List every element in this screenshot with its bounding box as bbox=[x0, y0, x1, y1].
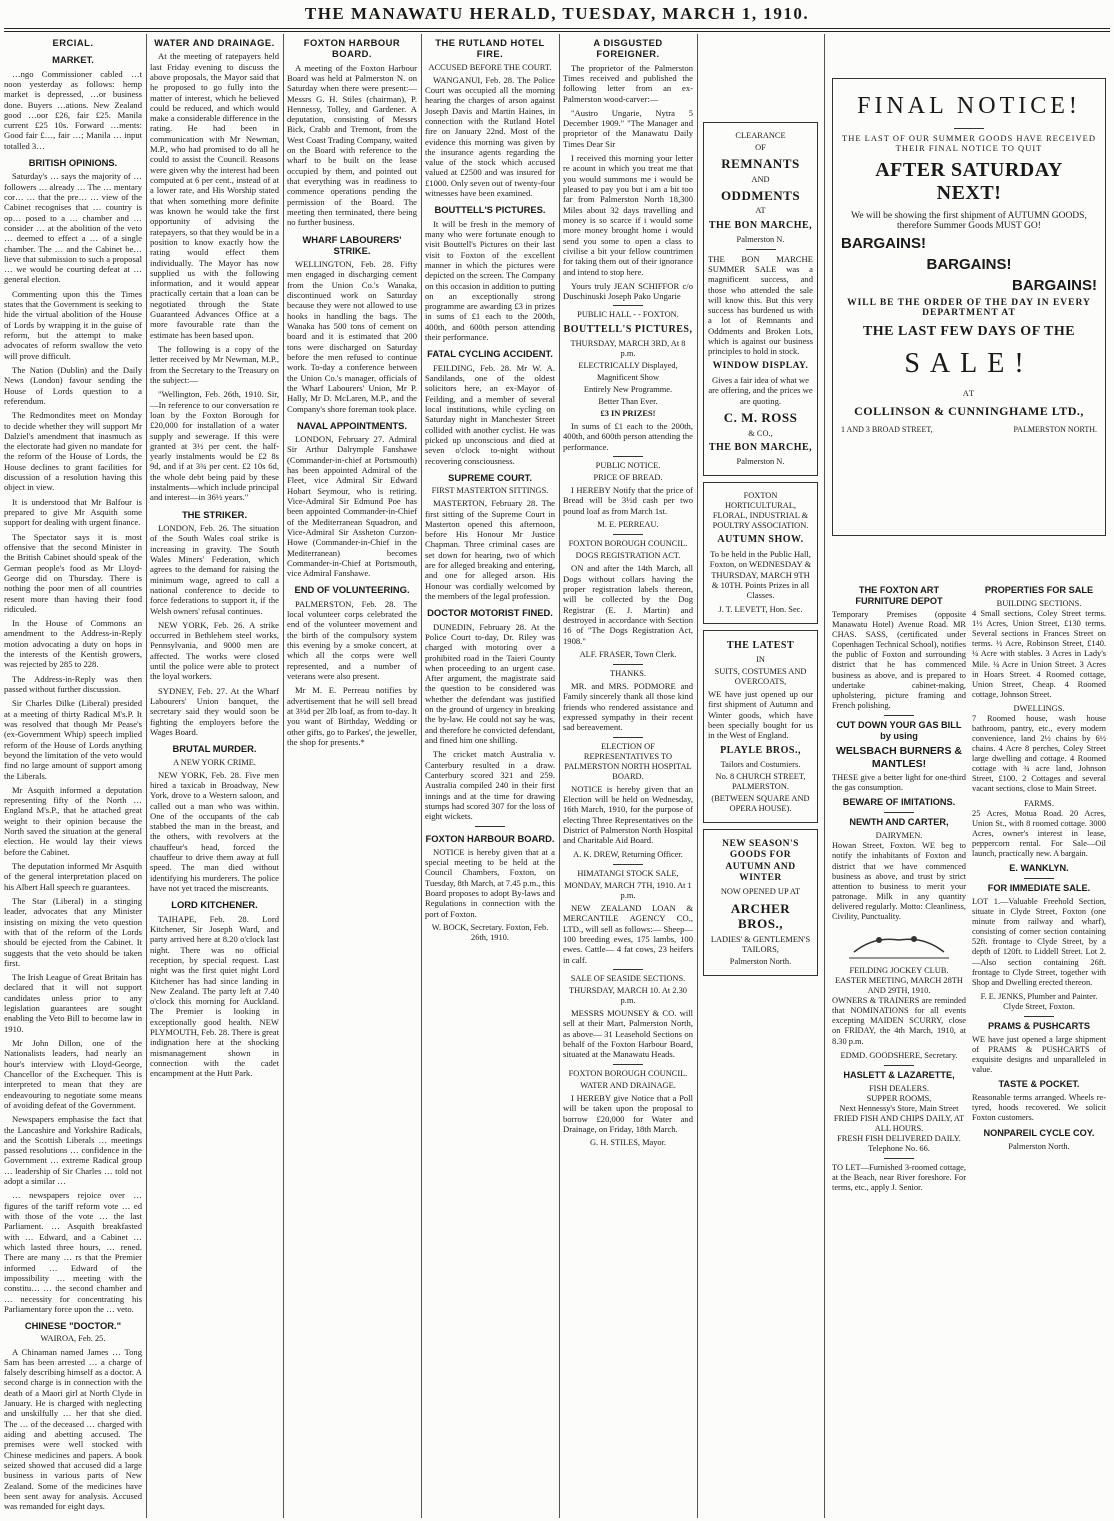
cycling-heading: FATAL CYCLING ACCIDENT. bbox=[427, 348, 553, 360]
separator bbox=[884, 1065, 914, 1066]
latest-ad bbox=[703, 630, 818, 823]
masthead-rule-2 bbox=[4, 31, 1110, 32]
market-heading: MARKET. bbox=[52, 54, 94, 66]
section-heading: ERCIAL. bbox=[52, 37, 94, 48]
column-1 bbox=[4, 34, 142, 1518]
column-3 bbox=[287, 34, 417, 1518]
water-para: The following is a copy of the letter received by Mr Newman, M.P., from the Secretary to the Treasury on the subject:— bbox=[150, 344, 279, 385]
column-divider bbox=[283, 34, 284, 1518]
pub-line: ELECTRICALLY Displayed, bbox=[578, 360, 678, 370]
beware-heading: BEWARE OF IMITATIONS. bbox=[842, 797, 956, 808]
art-heading: THE FOXTON ART FURNITURE DEPOT bbox=[855, 585, 943, 607]
latest-label: THE LATEST bbox=[726, 639, 795, 651]
playle-between: (BETWEEN SQUARE AND OPERA HOUSE). bbox=[711, 793, 810, 813]
market-text: …ngo Commissioner cabled …t noon yesterday as follows: hemp market is depressed, …or business done. Buyers …ations. New Zealand good …oor £26, fair £25. Manila current £25 10s. Forward …ments: Good fair £…, fair …; Manila … input totalled 3… bbox=[4, 68, 142, 151]
autumn-show: AUTUMN SHOW. bbox=[717, 534, 804, 546]
column-divider bbox=[146, 34, 147, 1518]
british-para: It is understood that Mr Balfour is prepared to give Mr Asquith some support for dealing with urgent finance. bbox=[4, 496, 142, 528]
british-para: Mr Asquith informed a deputation representing fifty of the North … England M's.P., that he attached great weight to their opinion because the North saved the situation at the general election. He would lay their views before the Cabinet. bbox=[4, 784, 142, 857]
british-para: Saturday's … says the majority of … followers … already … The … mentary cor… … that the pre… … view of the Cabinet recognises that … country is op… posed to a … chamber and … consider … at the abolition of the veto … deemed to effect a … of a single chamber. The … and the Cabinet be… lieve that submission to such a proposal … we would be courting defeat at … general election. bbox=[4, 171, 142, 285]
shipment-text: We will be showing the first shipment of AUTUMN GOODS, therefore Summer Goods MUST GO! bbox=[851, 211, 1087, 231]
dwellings-heading: DWELLINGS. bbox=[1013, 703, 1065, 713]
stock-heading: HIMATANGI STOCK SALE, bbox=[577, 868, 679, 878]
seaside-text: MESSRS MOUNSEY & CO. will sell at their Mart, Palmerston North, as above— 31 Leasehold Sections on behalf of the Foxton Harbour Board, situated at the Manawatu Heads. bbox=[563, 1008, 693, 1060]
dogs-sub: DOGS REGISTRATION ACT. bbox=[575, 551, 681, 561]
final-notice-ad bbox=[832, 78, 1106, 536]
brutal-text: NEW YORK, Feb. 28. Five men hired a taxicab in Broadway, New York, drove to a Western saloon, and called out a man who was within. One of the occupants of the cab stabbed the man in the breast, and the others, with revolvers at the chauffeur's head, forced the chauffeur to drive them away at full speed. The man died without identifying his murderers. The police have not yet traced the miscreants. bbox=[150, 769, 279, 894]
rutland-sub: ACCUSED BEFORE THE COURT. bbox=[428, 62, 552, 72]
fresh-fish: FRESH FISH DELIVERED DAILY. bbox=[837, 1134, 961, 1144]
supreme-text: MASTERTON, February 28. The first sitting of the Supreme Court in Masterton opened this afternoon, before His Honour Mr Justice Chapman. Three criminal cases are set down for hearing, two of which are for alleged breaking and entering, and one for alleged arson. His Honour was cordially welcomed by the members of the legal profession. bbox=[425, 498, 555, 601]
doctor-dateline: WAIROA, Feb. 25. bbox=[40, 1334, 106, 1344]
order-text: WILL BE THE ORDER OF THE DAY IN EVERY DEPARTMENT AT bbox=[847, 298, 1091, 318]
naval-text: LONDON, February 27. Admiral Sir Arthur Dalrymple Fanshawe (Commander-in-chief at Portsmouth) has been appointed Admiral of the Fleet, vice Admiral Sir Edward Hobart Seymour, who is retiring. Vice-Admiral Sir Edmund Poe has been appointed Commander-in-Chief of the Mediterranean Squadron, and Vice-Admiral Sir Assheton Curzon-Howe (Commander-in-Chief in the Mediterranean) becomes Commander-in-Chief at Portsmouth, vice Admiral Fanshawe. bbox=[287, 434, 417, 579]
oddments-label: ODDMENTS bbox=[720, 187, 801, 203]
separator bbox=[613, 534, 643, 535]
harbour-notice-heading: FOXTON HARBOUR BOARD. bbox=[425, 832, 555, 844]
welsbach-heading: WELSBACH BURNERS & MANTLES! bbox=[836, 744, 962, 770]
kitchener-heading: LORD KITCHENER. bbox=[171, 899, 258, 911]
separator bbox=[613, 456, 643, 457]
latest-sub: SUITS, COSTUMES AND OVERCOATS, bbox=[714, 666, 807, 686]
bon-marche-label-2: THE BON MARCHE, bbox=[708, 441, 813, 453]
archer-ad bbox=[703, 829, 818, 976]
motorist-text: DUNEDIN, February 28. At the Police Court to-day, Dr. Riley was charged with motoring over a prohibited road in the Taieri County when proceeding to an urgent case. After argument, the magistrate said the question to be considered was whether the defendant was justified on the ground of urgency in breaking the by-law. He could not say he was, and therefore he convicted defendant, and fined him one shilling. bbox=[425, 621, 555, 746]
last-of-text: THE LAST OF OUR SUMMER GOODS HAVE RECEIVED THEIR FINAL NOTICE TO QUIT bbox=[842, 133, 1096, 153]
foreigner-para: Yours truly JEAN SCHIFFOR c/o Duschinuski Joseph Pako Ungarie bbox=[563, 280, 693, 302]
volunteer-heading: END OF VOLUNTEERING. bbox=[294, 584, 410, 596]
supper-rooms: SUPPER ROOMS, bbox=[866, 1093, 932, 1103]
haslett-heading: HASLETT & LAZARETTE, bbox=[843, 1069, 955, 1080]
remnants-label: REMNANTS bbox=[721, 156, 800, 172]
supreme-sub: FIRST MASTERTON SITTINGS. bbox=[431, 486, 549, 496]
properties-heading: PROPERTIES FOR SALE bbox=[984, 585, 1094, 595]
remnants-ad bbox=[703, 122, 818, 476]
doctor-heading: CHINESE "DOCTOR." bbox=[24, 1320, 122, 1332]
election-text: NOTICE is hereby given that an Election will be held on Wednesday, 16th March, 1910, for the purpose of electing Three Representatives on the District of Palmerston North Hospital and Charitable Aid Board. bbox=[563, 783, 693, 846]
bargains-2: BARGAINS! bbox=[926, 256, 1012, 273]
water-notice-text: I HEREBY give Notice that a Poll will be taken upon the proposal to borrow £20,000 for Water and Drainage, on Friday, 18th March. bbox=[563, 1092, 693, 1134]
separator bbox=[884, 812, 914, 813]
and-label: AND bbox=[751, 174, 770, 184]
after-saturday: AFTER SATURDAY NEXT! bbox=[875, 159, 1063, 204]
british-para: The Irish League of Great Britain has declared that it will not support candidates unless prior to any legislation guarantees are sought enabling the Veto Bill to become law in 1910. bbox=[4, 972, 142, 1034]
british-para: In the House of Commons an amendment to the Address-in-Reply motion advocating a duty on hops in the interests of the Kentish growers, was rejected by 285 to 228. bbox=[4, 618, 142, 670]
haslett-address: Next Hennessy's Store, Main Street bbox=[839, 1103, 959, 1113]
british-para: Newspapers emphasise the fact that the Lancashire and Yorkshire Radicals, and the Scottish Liberals … meetings passed resolutions … confidence in the Government … extreme Radical group … leadership of Sir Charles … told not adopt a similar … bbox=[4, 1114, 142, 1187]
british-para: The Spectator says it is most offensive that the second Minister in the British Cabinet should speak of the German people's food as Mr Lloyd-George did on Thursday. There is nothing the poor men of all countries resent more than having their food ridiculed. bbox=[4, 531, 142, 614]
newth-text: Howan Street, Foxton. WE beg to notify the inhabitants of Foxton and district that we have commenced business as above, and trust by strict attention to business to merit your patronage. Milk in any quantity delivered regularly. Motto: Cleanliness, Civility, Punctuality. bbox=[832, 841, 966, 921]
clearance-label: CLEARANCE bbox=[735, 131, 786, 140]
of-label: OF bbox=[755, 143, 766, 153]
playle-label: PLAYLE BROS., bbox=[720, 744, 801, 756]
stock-date: MONDAY, MARCH 7TH, 1910. At 1 p.m. bbox=[564, 880, 692, 900]
bread-text: I HEREBY Notify that the price of Bread will be 3½d cash per two pound loaf as from March 1st. bbox=[563, 485, 693, 516]
art-text: Temporary Premises (opposite Manawatu Hotel) Avenue Road. MR CHAS. SASS, (certificated under Copenhagen Technical School), notifies the public of Foxton and surrounding district that he has commenced business as above, and is prepared to undertake cabinet-making, upholstering, picture framing and French polishing. bbox=[832, 610, 966, 710]
striker-para: LONDON, Feb. 26. The situation of the South Wales coal strike is increasing in gravity. The South Wales Miners' Federation, which agrees to the demand for raising the minimum wage, agreed to call a national conference to decide to force federations to support it, if the Welsh owners' refusal continues. bbox=[150, 523, 279, 616]
doctor-text: A Chinaman named James … Tong Sam has been arrested … a charge of falsely describing himself as a doctor. A second charge is in connection with the death of a Maori girl at North Clyde in January. He is charged with neglecting and unskilfully … her that she died. The … of the deceased … charged with aiding and abetting accused. The premises were well stocked with Chinese medicines and papers. A book seized showed that accused did a large business in various parts of New Zealand. Some of the medicines have been sent away for analysis. Accused was remanded for eight days. bbox=[4, 1346, 142, 1512]
playle-addr: No. 8 CHURCH STREET, PALMERSTON. bbox=[715, 771, 806, 791]
opened-label: NOW OPENED UP AT bbox=[720, 887, 801, 897]
separator bbox=[613, 664, 643, 665]
right-sub-column-left bbox=[832, 582, 966, 1198]
season-label: NEW SEASON'S GOODS FOR AUTUMN AND WINTER bbox=[722, 838, 799, 884]
last-few-days: THE LAST FEW DAYS OF THE bbox=[862, 324, 1076, 339]
archer-sub: LADIES' & GENTLEMEN'S TAILORS, bbox=[710, 934, 811, 954]
jockey-text: OWNERS & TRAINERS are reminded that NOMINATIONS for all events excepting MAIDEN SCURRY, close on FRIDAY, the 4th March, 1910, at 8.30 p.m. bbox=[832, 996, 966, 1046]
latest-text: WE have just opened up our first shipment of Autumn and Winter goods, which have been specially bought for us in the West of England. bbox=[708, 688, 813, 741]
harbour-text: A meeting of the Foxton Harbour Board was held at Palmerston N. on Saturday when there were present:—Messrs G. H. Stiles (chairman), P. Hennessy, Tolley, and Gardener. A deputation, consisting of Messrs Bick, Crabb and Tremont, from the West Coast Trading Company, waited on the Board with reference to the wharf to be built on the lease occupied by them, and pointed out that everything was in readiness to commence operations pending the permission of the Board. The meeting then terminated, there being no further business. bbox=[287, 62, 417, 228]
harbour-notice-text: NOTICE is hereby given that at a special meeting to be held at the Council Chambers, Foxton, on Tuesday, 8th March, at 7.45 p.m., this Board proposes to adopt By-laws and Regulations in connection with the port of Foxton. bbox=[425, 846, 555, 919]
water-para: At the meeting of ratepayers held last Friday evening to discuss the above proposals, the Mayor said that he proposed to go fully into the matter of interest, which he believed could be reduced, and which would make a considerable difference in the rating. He had been in communication with Mr Newman, M.P., who had promised to do all he could to assist the Council. Reasons were given why the interest had been computed at 6 per cent., instead of at a lower rate, and His Worship stated that when something more definite was known he would take the first opportunity of advising the ratepayers, so that they would be in a position to know exactly how the rating would effect them individually. The Mayor has now supplied us with the following information, and it would appear practically certain that a loan can be negotiated through the State Guaranteed Advances Office at a more favourable rate than the estimate has been based upon. bbox=[150, 51, 279, 340]
british-para: Mr John Dillon, one of the Nationalists leaders, had nearly an hour's interview with Lloyd-George, Chancellor of the Exchequer. This is interpreted to mean that they are endeavouring to negotiate some means of avoiding defeat of the Government. bbox=[4, 1038, 142, 1110]
british-para: The Star (Liberal) in a stinging leader, advocates that any Minister insisting on mixing the veto question with that of the reform of the Lords should be ejected from the Cabinet. It suggests that the veto should be taken first. bbox=[4, 895, 142, 968]
bouttell-text: It will be fresh in the memory of many who were fortunate enough to visit Bouttell's Pictures on their last visit to Foxton of the excellent manner in which the pictures were depicted on the screen. The Company on this occasion in addition to putting on an exceptionally strong programme are awarding £3 in prizes in sums of £1 each to the 200th, 400th, and 600th person attending their performance. bbox=[425, 218, 555, 343]
telephone: Telephone No. 66. bbox=[868, 1144, 930, 1154]
palmerston-label: Palmerston N. bbox=[736, 234, 785, 244]
water-para: "Wellington, Feb. 26th, 1910. Sir,—In reference to our conversation re loan by the Foxton Borough for £20,000 for installation of a water supply and sewerage. If this were granted at 3½ per cent. the half-yearly instalments would be £2 8s 9d, and if at 3¾ per cent. £2 10s 6d, the whole debt being paid by these instalments—which include principal and interest—in 36½ years." bbox=[150, 389, 279, 503]
separator bbox=[613, 737, 643, 738]
pub-title: BOUTTELL'S PICTURES, bbox=[563, 323, 693, 335]
bread-sub: PRICE OF BREAD. bbox=[593, 473, 663, 483]
column-4 bbox=[425, 34, 555, 1518]
striker-para: NEW YORK, Feb. 26. A strike occurred in Bethlehem steel works, Pennsylvania, and 9000 men are affected. The works were closed until the police were able to protect the loyal workers. bbox=[150, 619, 279, 682]
to-let-text: TO LET—Furnished 3-roomed cottage, at the Beach, near River foreshore. For terms, etc., apply J. Senior. bbox=[832, 1163, 966, 1193]
separator bbox=[613, 864, 643, 865]
bargains-3: BARGAINS! bbox=[1012, 277, 1097, 294]
thanks-heading: THANKS. bbox=[609, 668, 647, 678]
firm-name: COLLINSON & CUNNINGHAME LTD., bbox=[854, 404, 1084, 418]
jockey-meeting: EASTER MEETING, MARCH 28TH AND 29TH, 1910. bbox=[835, 976, 963, 996]
jockey-heading: FEILDING JOCKEY CLUB. bbox=[849, 966, 949, 976]
harbour-heading: FOXTON HARBOUR BOARD. bbox=[303, 37, 401, 60]
brutal-sub: A NEW YORK CRIME. bbox=[173, 757, 256, 767]
harbour-notice-sign: W. BOCK, Secretary. Foxton, Feb. 26th, 1910. bbox=[431, 923, 549, 943]
firm-address: 1 AND 3 BROAD STREET, bbox=[841, 425, 933, 434]
building-sections: BUILDING SECTIONS. bbox=[996, 599, 1082, 609]
separator bbox=[613, 969, 643, 970]
at-label: AT bbox=[755, 206, 766, 216]
british-para: The Address-in-Reply was then passed without further discussion. bbox=[4, 673, 142, 695]
british-para: Sir Charles Dilke (Liberal) presided at a meeting of thirty Radical M's.P. It was resolved that though Mr Pease's (ex-Government Whip) speech implied reform of the House of Lords anything beyond the limitation of the veto would find no large amount of support among the Liberals. bbox=[4, 698, 142, 781]
column-2 bbox=[150, 34, 279, 1518]
window-label: WINDOW DISPLAY. bbox=[712, 360, 809, 371]
separator bbox=[884, 715, 914, 716]
striker-heading: THE STRIKER. bbox=[181, 508, 248, 520]
newth-sub: DAIRYMEN. bbox=[875, 831, 923, 841]
separator bbox=[954, 128, 984, 129]
masthead: THE MANAWATU HERALD, TUESDAY, MARCH 1, 1910. bbox=[304, 4, 810, 23]
supreme-heading: SUPREME COURT. bbox=[448, 471, 532, 483]
prams-heading: PRAMS & PUSHCARTS bbox=[987, 1020, 1091, 1031]
bouttell-heading: BOUTTELL'S PICTURES. bbox=[434, 204, 546, 216]
playle-sub: Tailors and Costumiers. bbox=[720, 759, 801, 769]
pub-line: Entirely New Programme. bbox=[583, 384, 673, 394]
welsbach-text: THESE give a better light for one-third the gas consumption. bbox=[832, 773, 966, 793]
separator bbox=[613, 1064, 643, 1065]
immediate-text: LOT 1.—Valuable Freehold Section, situate in Clyde Street, Foxton (one minute from railway and wharf), consisting of corner section containing 52ft. frontage to Clyde Street, by a depth of 120ft. to Liddell Street. Lot 2.—Also section containing 26ft. frontage to Clyde Street, together with Shop and Dwelling erected thereon. bbox=[972, 897, 1106, 987]
ross-co: & CO., bbox=[748, 428, 773, 438]
water-notice-heading: FOXTON BOROUGH COUNCIL. bbox=[568, 1068, 688, 1078]
nonpareil-heading: NONPAREIL CYCLE COY. bbox=[983, 1127, 1095, 1138]
water-notice-sign: G. H. STILES, Mayor. bbox=[589, 1138, 667, 1148]
british-para: The Nation (Dublin) and the Daily News (London) favour sending the House of Lords question to a referendum. bbox=[4, 364, 142, 406]
cricket-text: The cricket match Australia v. Canterbury resulted in a draw. Canterbury scored 321 and 259. Australia compiled 240 in their first innings and at the time for drawing stumps had scored 307 for the loss of eight wickets. bbox=[425, 749, 555, 822]
at-label: AT bbox=[962, 388, 976, 398]
pub-line: £3 IN PRIZES! bbox=[600, 408, 656, 418]
separator bbox=[1024, 1016, 1054, 1017]
jenks-sign: F. E. JENKS, Plumber and Painter. Clyde Street, Foxton. bbox=[980, 991, 1098, 1011]
dogs-sign: ALF. FRASER, Town Clerk. bbox=[579, 649, 677, 659]
masthead-rule bbox=[4, 28, 1110, 29]
water-notice-sub: WATER AND DRAINAGE. bbox=[580, 1080, 676, 1090]
volunteer-text: PALMERSTON, Feb. 28. The local volunteer corps celebrated the end of the volunteer movement and the birth of the compulsory system this evening by a smoke concert, at which all the corps were well represented, and a number of veterans were also present. bbox=[287, 598, 417, 681]
dogs-text: ON and after the 14th March, all Dogs without collars having the proper registration labels thereon, will be collected by the Dog Registrar (E. J. Martin) and destroyed in accordance with Section 16 of "The Dogs Registration Act, 1908." bbox=[563, 563, 693, 646]
separator bbox=[613, 305, 643, 306]
separator bbox=[746, 249, 776, 250]
dogs-heading: FOXTON BOROUGH COUNCIL. bbox=[568, 539, 688, 549]
dwellings-text: 7 Roomed house, wash house bathroom, pantry, etc., every modern convenience, land 2½ chains by 6½ chains. 4 Acre 8 perches, Coley Street large dwelling and cottage. 4 Roomed cottage with ¾ acre land, Johnson Street, £100. 2 Cottages and several vacant sections, close to Main Street. bbox=[972, 713, 1106, 794]
column-divider bbox=[697, 34, 698, 1518]
final-notice-title: FINAL NOTICE! bbox=[857, 93, 1081, 119]
wanklyn-sign: E. WANKLYN. bbox=[1009, 862, 1069, 873]
fried-fish: FRIED FISH AND CHIPS DAILY, AT ALL HOURS. bbox=[833, 1113, 965, 1134]
election-heading: ELECTION OF REPRESENTATIVES TO PALMERSTON NORTH HOSPITAL BOARD. bbox=[564, 741, 692, 781]
bread-heading: PUBLIC NOTICE. bbox=[595, 461, 661, 470]
pub-note: In sums of £1 each to the 200th, 400th, and 600th person attending the performance. bbox=[563, 421, 693, 452]
separator bbox=[884, 1158, 914, 1159]
sale-title: SALE! bbox=[904, 348, 1034, 379]
farms-heading: FARMS. bbox=[1024, 798, 1054, 808]
brutal-heading: BRUTAL MURDER. bbox=[172, 743, 257, 755]
immediate-heading: FOR IMMEDIATE SALE. bbox=[987, 883, 1091, 894]
water-heading: WATER AND DRAINAGE. bbox=[154, 37, 275, 48]
prams-text: WE have just opened a large shipment of PRAMS & PUSHCARTS of exquisite designs and unparalleled in value. bbox=[972, 1034, 1106, 1075]
pub-line: Better Than Ever. bbox=[598, 396, 658, 406]
bargains-1: BARGAINS! bbox=[841, 235, 926, 252]
taste-text: Reasonable terms arranged. Wheels re-tyred, hoods recovered. We solicit Foxton customers. bbox=[972, 1093, 1106, 1123]
taste-heading: TASTE & POCKET. bbox=[998, 1079, 1080, 1090]
pub-line: Magnificent Show bbox=[596, 372, 660, 382]
archer-label: ARCHER BROS., bbox=[730, 900, 791, 932]
show-heading: FOXTON HORTICULTURAL, FLORAL, INDUSTRIAL & POULTRY ASSOCIATION. bbox=[712, 490, 809, 531]
motorist-heading: DOCTOR MOTORIST FINED. bbox=[427, 607, 553, 619]
naval-heading: NAVAL APPOINTMENTS. bbox=[296, 419, 408, 431]
jockey-sign: EDMD. GOODSHERE, Secretary. bbox=[840, 1050, 958, 1060]
ross-label: C. M. ROSS bbox=[723, 410, 798, 426]
show-text: To be held in the Public Hall, Foxton, on WEDNESDAY & THURSDAY, MARCH 9TH & 10TH. Points Prizes in all Classes. bbox=[709, 549, 812, 601]
newth-heading: NEWTH AND CARTER, bbox=[849, 817, 949, 828]
latest-in: IN bbox=[756, 654, 765, 664]
right-sub-column-right bbox=[972, 582, 1106, 1152]
show-sign: J. T. LEVETT, Hon. Sec. bbox=[718, 604, 803, 614]
separator bbox=[1024, 878, 1054, 879]
gas-heading: CUT DOWN YOUR GAS BILL by using bbox=[836, 719, 962, 741]
separator bbox=[475, 826, 505, 827]
seaside-date: THURSDAY, MARCH 10. At 2.30 p.m. bbox=[569, 986, 687, 1006]
show-ad bbox=[703, 482, 818, 624]
thanks-text: MR. and MRS. PODMORE and Family sincerely thank all those kind friends who rendered assistance and expressed sympathy in their recent sad bereavement. bbox=[563, 680, 693, 733]
foreigner-heading: A DISGUSTED FOREIGNER. bbox=[593, 37, 663, 60]
column-5 bbox=[563, 34, 693, 1518]
column-divider bbox=[824, 34, 825, 1518]
british-heading: BRITISH OPINIONS. bbox=[28, 157, 118, 169]
election-sign: A. K. DREW, Returning Officer. bbox=[573, 849, 683, 859]
perreau-text: Mr M. E. Perreau notifies by advertisement that he will sell bread at 3½d per 2lb loaf, as from to-day. It you want of Birthday, Wedding or other gifts, go to Parkes', the jeweller, the shop for presents.* bbox=[287, 685, 417, 747]
british-para: The Redmondites meet on Monday to decide whether they will support Mr Dalziel's amendment that inasmuch as the electorate had given no mandate for the reform of the House of Lords, the House declines to grant facilities for discussion of a resolution having this object in view. bbox=[4, 410, 142, 493]
column-6 bbox=[701, 34, 820, 1518]
column-divider bbox=[559, 34, 560, 1518]
british-para: The deputation informed Mr Asquith of the general interpretation placed on his Albert Hall speech re guarantees. bbox=[4, 861, 142, 892]
palmerston-label-2: Palmerston N. bbox=[736, 456, 785, 466]
properties-text: 4 Small sections, Coley Street terms. 1½ Acres, Union Street, £130 terms. Several sections in Frances Street on terms. ½ Acre, Robinson Street, £140. ¼ Acre with stables. 3 Acres in Lady's Mile. ¼ Acre in Union Street. 3 Acres in Hoars Street. 4 Roomed cottage, Union Street, Cheap. 4 Roomed cottage, Johnson Street. bbox=[972, 609, 1106, 699]
farms-text: 25 Acres, Motua Road. 20 Acres, Union St., with 8 roomed cottage. 3000 Acres, owner's interest in lease, peppercorn rental. For Sale—Oil launch, practically new. A bargain. bbox=[972, 808, 1106, 858]
bread-sign: M. E. PERREAU. bbox=[597, 520, 659, 530]
archer-palm: Palmerston North. bbox=[729, 956, 792, 966]
window-text: Gives a fair idea of what we are offering, and the prices we are quoting. bbox=[708, 375, 813, 406]
wharf-text: WELLINGTON, Feb. 28. Fifty men engaged in discharging cement from the Union Co.'s Wanaka, discontinued work on Saturday because they were not allowed to use hooks in handling the bags. The Wanaka has 500 tons of cement on board and it is estimated that 200 tons were discharged on Saturday before the men refused to continue work. To-day a conference between the Union Co.'s manager, officials of the Wharf Labourers' Union, Mr P. Hally, Mr D. McLaren, M.P., and the Company's shore foreman took place. bbox=[287, 259, 417, 414]
seaside-heading: SALE OF SEASIDE SECTIONS. bbox=[570, 973, 686, 983]
horse-race-illustration bbox=[844, 926, 954, 962]
bon-marche-label: THE BON MARCHE, bbox=[708, 219, 813, 231]
wharf-heading: WHARF LABOURERS' STRIKE. bbox=[302, 233, 402, 256]
right-panel bbox=[828, 34, 1110, 1518]
british-para: … newspapers rejoice over … figures of the tariff reform vote … ed with those of the vote … the last Parliament. … Asquith breakfasted with … Edward, and a Cabinet … which lasted three hours, … rened. There are many … rs that the Premier informed … Edward of the impossibility … meeting with the constitu… … the second chamber and … necessity for concentrating his Parliamentary force upon the … veto. bbox=[4, 1190, 142, 1314]
cycling-text: FEILDING, Feb. 28. Mr W. A. Sandilands, one of the oldest solicitors here, an ex-Mayor of Feilding, and a member of several local institutions, while cycling on Saturday night in Manchester Street collided with another cyclist. He was picked up unconscious and died at seven o'clock to-night without recovering consciousness. bbox=[425, 362, 555, 466]
foreigner-para: The proprietor of the Palmerston Times received and published the following letter from an ex-Palmerston wood-carver:— bbox=[563, 62, 693, 104]
foreigner-para: "Austro Ungarie, Nytra 5 December 1909." "The Manager and proprietor of the Manawatu Daily Times Dear Sir bbox=[563, 107, 693, 149]
rutland-text: WANGANUI, Feb. 28. The Police Court was occupied all the morning hearing the charges of arson against Joseph Davis and Martin Haines, in connection with the Rutland Hotel fire on January 22nd. Most of the evidence this morning was given by the insurance agents regarding the value of the stock which accused valued at £2500 and was insured for £1000. Only seven out of twenty-four witnesses have been examined. bbox=[425, 74, 555, 199]
pub-date: THURSDAY, MARCH 3RD, At 8 p.m. bbox=[570, 338, 686, 358]
nonpareil-city: Palmerston North. bbox=[1008, 1141, 1070, 1151]
kitchener-text: TAIHAPE, Feb. 28. Lord Kitchener, Sir Joseph Ward, and party arrived here at 8.20 o'clock last night. There was no official reception, by special request. Last night was the first quiet night Lord Kitchener has had since landing in New Zealand. The party left at 7.40 o'clock this morning for Auckland. The Premier is looking in exceptionally good health. NEW PLYMOUTH, Feb. 28. There is great indignation here at the shocking mismanagement shown in connection with the cadet encampment at the Hutt Park. bbox=[150, 913, 279, 1079]
pub-hall: PUBLIC HALL - - FOXTON. bbox=[577, 310, 679, 320]
stock-text: NEW ZEALAND LOAN & MERCANTILE AGENCY CO., LTD., will sell as follows:— Sheep— 100 breeding ewes, 175 lambs, 100 ewes. Cattle— 4 fat cows, 23 heifers in calf. bbox=[563, 903, 693, 965]
haslett-sub: FISH DEALERS. bbox=[868, 1083, 930, 1093]
foreigner-para: I received this morning your letter re acount in which you treat me that you would summons me i would be pleased to pay you but i am a bit too far from Palmerston North 18,300 Miles about 32 days travelling and money is so scarce if i would some more money brought home i would send you some to open a class to civilise a bit your fellow countrimen for taking them out of their ignorance and intend to stop here. bbox=[563, 153, 693, 277]
british-para: Commenting upon this the Times states that the Government is seeking to hide the virtual abolition of the House of Lords by wrapping it in the guise of reform, but the attempt to make advocates of reform swallow the veto will prove difficult. bbox=[4, 288, 142, 361]
rutland-heading: THE RUTLAND HOTEL FIRE. bbox=[435, 37, 545, 60]
bon-text: THE BON MARCHE SUMMER SALE was a magnificent success, and those who attended the sale will know this. But this very success has burdened us with a lot of Remnants and Oddments and Broken Lots, which is against our business principles to hold in stock. bbox=[708, 253, 813, 357]
column-divider bbox=[421, 34, 422, 1518]
firm-city: PALMERSTON NORTH. bbox=[1013, 425, 1097, 434]
striker-para: SYDNEY, Feb. 27. At the Wharf Labourers' Union banquet, the secretary said they would soon be fighting the employers before the Wages Board. bbox=[150, 685, 279, 737]
